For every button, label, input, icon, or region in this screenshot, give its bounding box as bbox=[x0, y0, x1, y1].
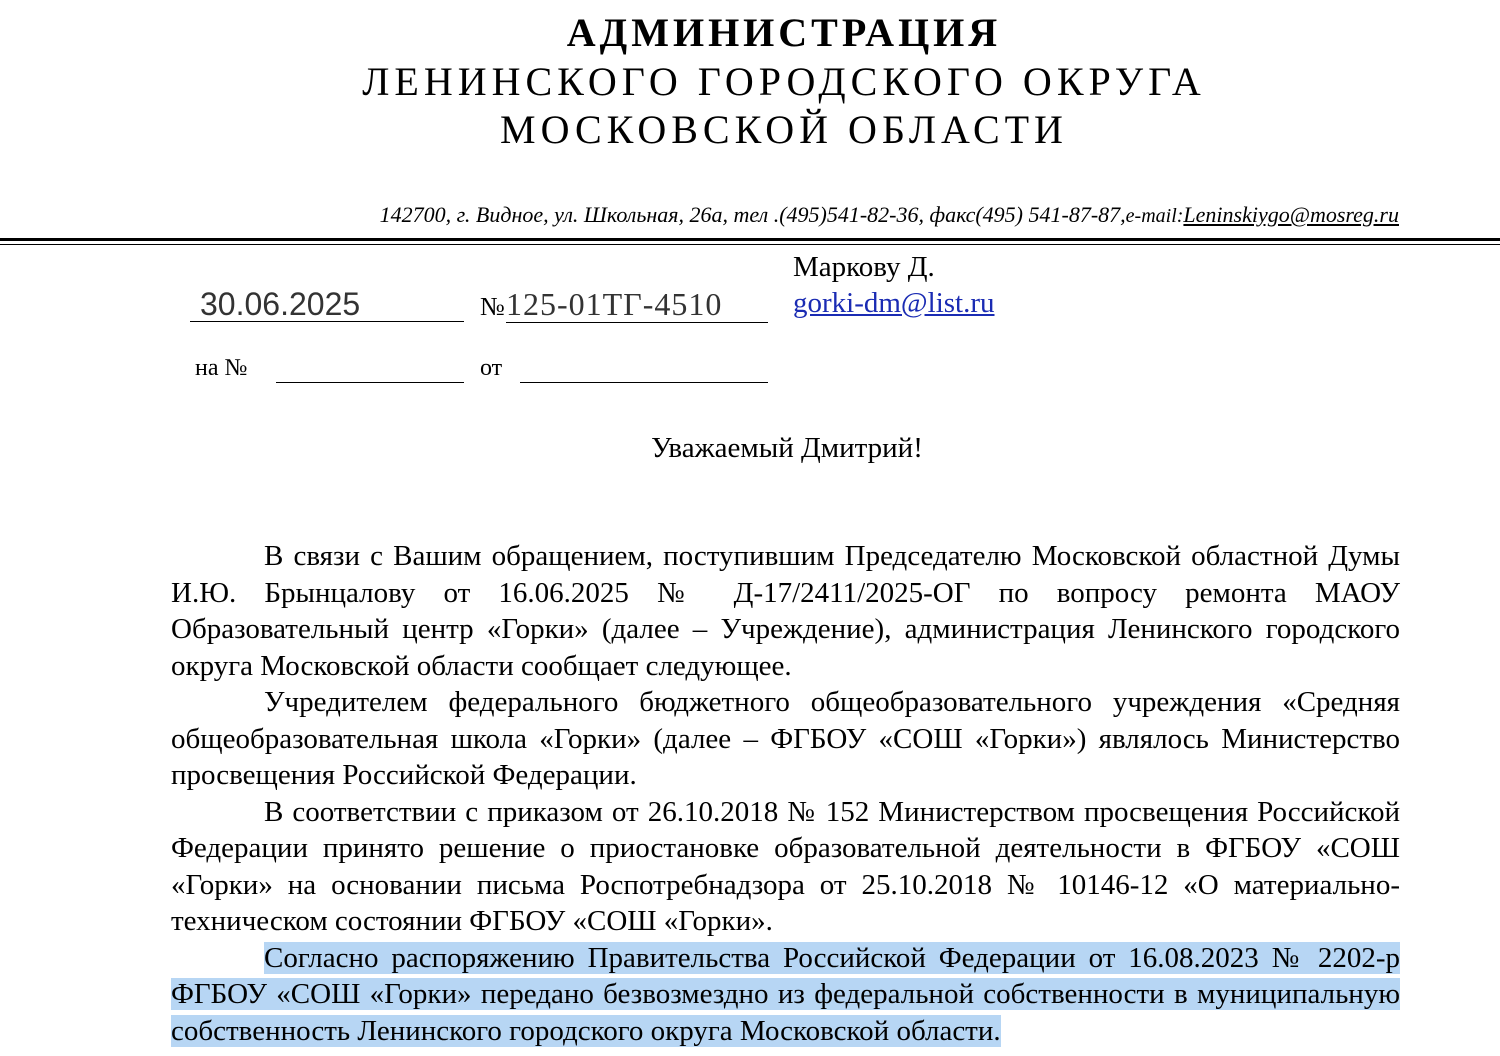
greeting: Уважаемый Дмитрий! bbox=[651, 432, 923, 464]
address-text: 142700, г. Видное, ул. Школьная, 26а, тел .(495)541-82-36, факс(495) 541-87-87, bbox=[379, 202, 1126, 227]
registration-date: 30.06.2025 bbox=[190, 286, 464, 322]
letter-body bbox=[171, 538, 1400, 1049]
letterhead-title: АДМИНИСТРАЦИЯ bbox=[566, 10, 1002, 55]
email-label: e-mail: bbox=[1125, 205, 1184, 227]
registration-number: 125-01ТГ-4510 bbox=[506, 286, 768, 323]
registration-number-label: № bbox=[480, 292, 505, 321]
selected-text: Согласно распоряжению Правительства Российской Федерации от 16.08.2023 № 2202-р ФГБОУ «СОШ «Горки» передано безвозмездно из федеральной собственности в муниципальную собственность Ленинского городского округа Московской области. bbox=[171, 941, 1400, 1047]
letterhead bbox=[0, 8, 1500, 154]
letterhead-address bbox=[176, 202, 1399, 228]
recipient-email-link[interactable]: gorki-dm@list.ru bbox=[793, 287, 995, 319]
recipient-name: Маркову Д. bbox=[793, 251, 935, 283]
reference-number-field bbox=[276, 354, 464, 383]
header-rule-thin bbox=[0, 244, 1500, 245]
letterhead-region: МОСКОВСКОЙ ОБЛАСТИ bbox=[500, 107, 1068, 152]
reference-date-field bbox=[520, 354, 768, 383]
reference-date-label: от bbox=[480, 355, 503, 381]
header-rule-thick bbox=[0, 238, 1500, 241]
reference-number-label: на № bbox=[195, 355, 248, 381]
paragraph-1: В связи с Вашим обращением, поступившим Председателю Московской областной Думы И.Ю. Брынцалову от 16.06.2025 № Д-17/2411/2025-ОГ по вопросу ремонта МАОУ Образовательный центр «Горки» (далее – Учреждение), администрация Ленинского городского округа Московской области сообщает следующее. bbox=[171, 540, 1400, 682]
paragraph-3: В соответствии с приказом от 26.10.2018 № 152 Министерством просвещения Российской Федерации принято решение о приостановке образовательной деятельности в ФГБОУ «СОШ «Горки» на основании письма Роспотребнадзора от 25.10.2018 № 10146-12 «О материально-техническом состоянии ФГБОУ «СОШ «Горки». bbox=[171, 795, 1400, 937]
paragraph-4-highlighted[interactable] bbox=[171, 940, 1400, 1050]
paragraph-2: Учредителем федерального бюджетного общеобразовательного учреждения «Средняя общеобразовательная школа «Горки» (далее – ФГБОУ «СОШ «Горки») являлось Министерство просвещения Российской Федерации. bbox=[171, 686, 1400, 791]
letterhead-district: ЛЕНИНСКОГО ГОРОДСКОГО ОКРУГА bbox=[362, 59, 1206, 104]
letterhead-email-link[interactable]: Leninskiygo@mosreg.ru bbox=[1183, 202, 1399, 227]
